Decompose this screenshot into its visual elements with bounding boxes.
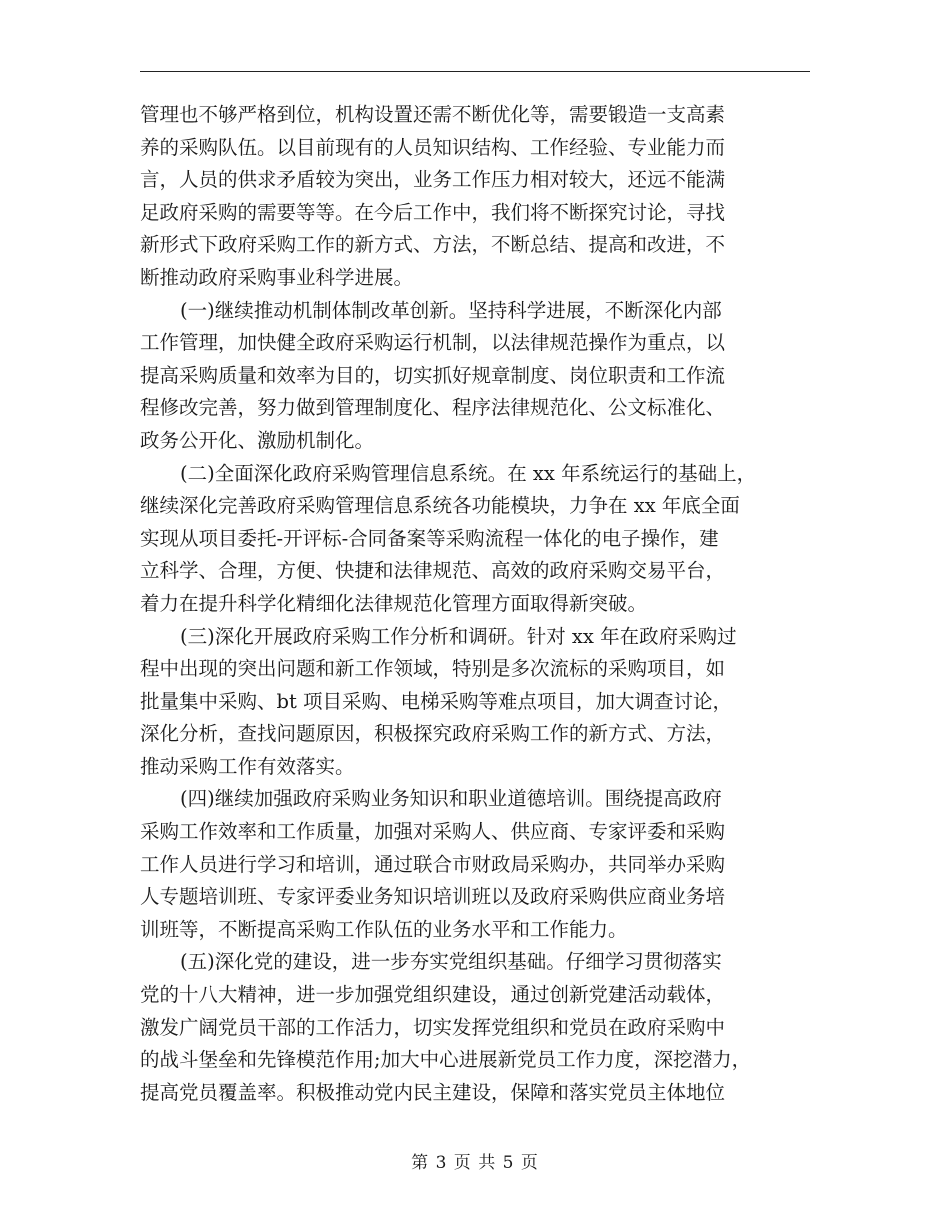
text-line: 养的采购队伍。以目前现有的人员知识结构、工作经验、专业能力而 — [140, 135, 726, 159]
text-line: 程修改完善，努力做到管理制度化、程序法律规范化、公文标准化、 — [140, 396, 726, 420]
text-line: 足政府采购的需要等等。在今后工作中，我们将不断探究讨论，寻找 — [140, 200, 726, 224]
text-line: 继续深化完善政府采购管理信息系统各功能模块，力争在 xx 年底全面 — [140, 494, 740, 518]
paragraph-heading-4: (四)继续加强政府采购业务知识和职业道德培训。围绕提高政府 — [180, 787, 722, 811]
text-line: 程中出现的突出问题和新工作领域，特别是多次流标的采购项目，如 — [140, 657, 726, 681]
text-line: 训班等，不断提高采购工作队伍的业务水平和工作能力。 — [140, 917, 628, 941]
text-line: 工作管理，加快健全政府采购运行机制，以法律规范操作为重点，以 — [140, 331, 726, 355]
header-divider — [140, 71, 810, 72]
text-line: 言，人员的供求矛盾较为突出，业务工作压力相对较大，还远不能满 — [140, 168, 726, 192]
text-line: 人专题培训班、专家评委业务知识培训班以及政府采购供应商业务培 — [140, 885, 726, 909]
text-line: 党的十八大精神，进一步加强党组织建设，通过创新党建活动载体， — [140, 983, 726, 1007]
paragraph-heading-5: (五)深化党的建设，进一步夯实党组织基础。仔细学习贯彻落实 — [180, 950, 722, 974]
text-line: 管理也不够严格到位，机构设置还需不断优化等，需要锻造一支高素 — [140, 103, 726, 126]
text-line: 批量集中采购、bt 项目采购、电梯采购等难点项目，加大调查讨论， — [140, 689, 733, 713]
text-line: 激发广阔党员干部的工作活力，切实发挥党组织和党员在政府采购中 — [140, 1015, 726, 1039]
text-line: 着力在提升科学化精细化法律规范化管理方面取得新突破。 — [140, 591, 648, 615]
document-body — [140, 99, 812, 1109]
text-line: 提高采购质量和效率为目的，切实抓好规章制度、岗位职责和工作流 — [140, 363, 726, 387]
text-line: 的战斗堡垒和先锋模范作用;加大中心进展新党员工作力度，深挖潜力， — [140, 1048, 752, 1072]
paragraph-heading-3: (三)深化开展政府采购工作分析和调研。针对 xx 年在政府采购过 — [180, 624, 737, 648]
text-line: 政务公开化、激励机制化。 — [140, 428, 375, 452]
text-line: 深化分析，查找问题原因，积极探究政府采购工作的新方式、方法， — [140, 722, 726, 746]
paragraph-heading-2: (二)全面深化政府采购管理信息系统。在 xx 年系统运行的基础上， — [180, 461, 757, 485]
text-line: 采购工作效率和工作质量，加强对采购人、供应商、专家评委和采购 — [140, 820, 726, 844]
text-line: 新形式下政府采购工作的新方式、方法，不断总结、提高和改进，不 — [140, 233, 726, 257]
text-line: 断推动政府采购事业科学进展。 — [140, 265, 414, 289]
text-line: 工作人员进行学习和培训，通过联合市财政局采购办，共同举办采购 — [140, 852, 726, 876]
text-line: 实现从项目委托-开评标-合同备案等采购流程一体化的电子操作，建 — [140, 526, 719, 550]
paragraph-heading-1: (一)继续推动机制体制改革创新。坚持科学进展，不断深化内部 — [180, 298, 722, 322]
text-line: 提高党员覆盖率。积极推动党内民主建设，保障和落实党员主体地位 — [140, 1080, 726, 1104]
text-line: 推动采购工作有效落实。 — [140, 754, 355, 778]
page-number-footer: 第 3 页 共 5 页 — [411, 1153, 539, 1173]
text-line: 立科学、合理，方便、快捷和法律规范、高效的政府采购交易平台， — [140, 559, 726, 583]
